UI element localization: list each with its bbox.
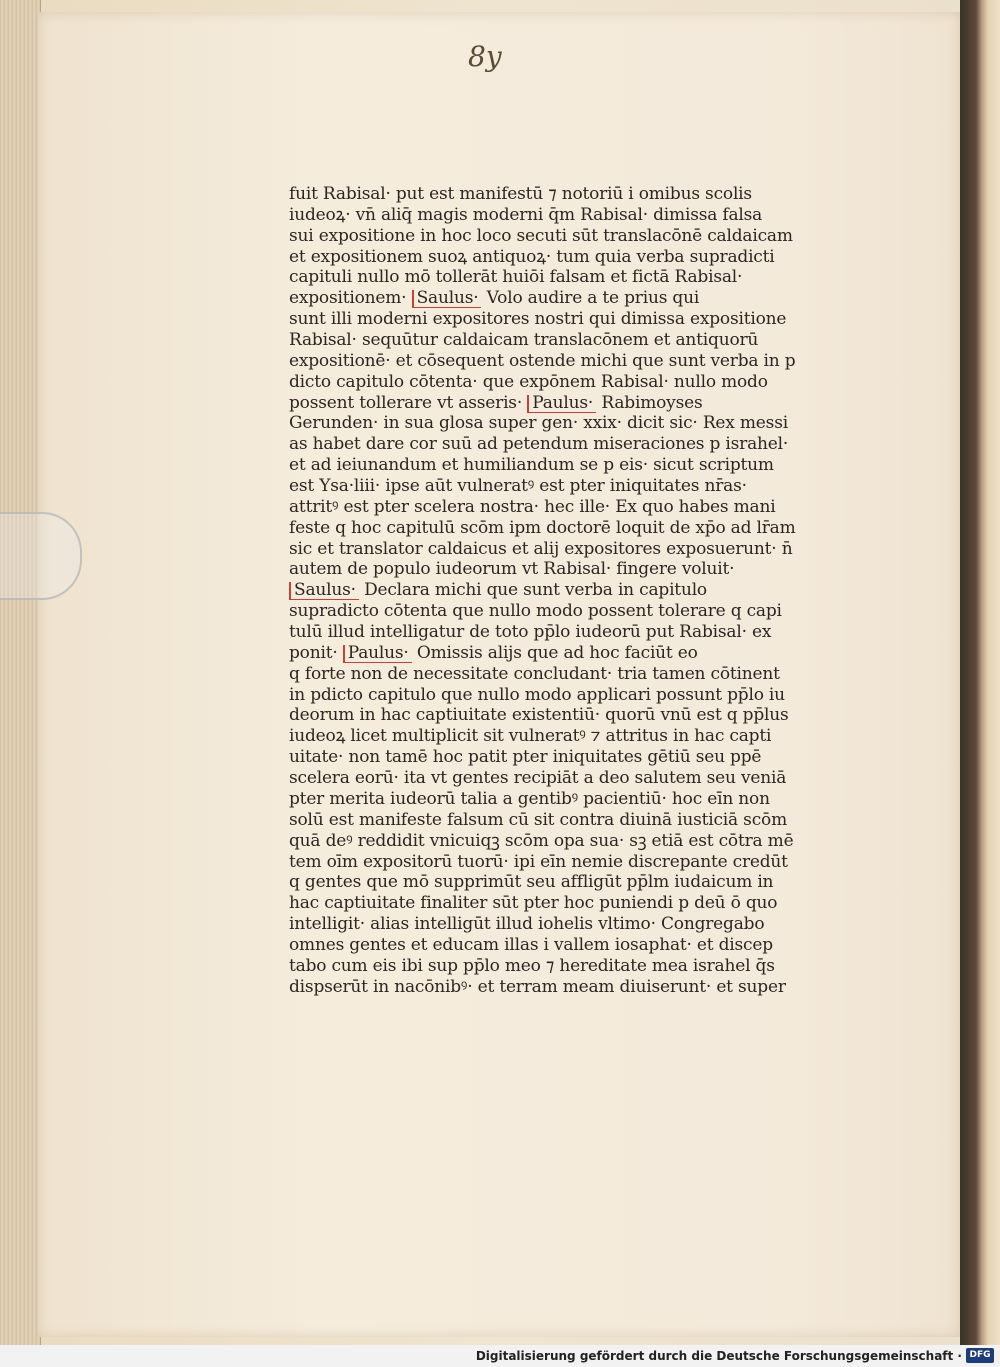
text-line: [289, 539, 809, 560]
text-segment: Volo audire a te prius qui: [486, 288, 700, 309]
text-line: [289, 267, 809, 288]
text-segment: expositionē· et cōsequent ostende michi que sunt verba in p: [289, 350, 796, 371]
text-line: [289, 351, 809, 372]
text-line: [289, 393, 809, 414]
text-line: [289, 726, 809, 747]
text-segment: iudeoꝝ licet multiplicit sit vulneratꝰ ⁊ attritus in hac capti: [289, 726, 772, 747]
text-line: [289, 664, 809, 685]
text-line: [289, 622, 809, 643]
text-segment: tem oīm expositorū tuorū· ipi eīn nemie discrepante credūt: [289, 851, 788, 872]
text-segment: solū est manifeste falsum cū sit contra diuinā iusticiā scōm: [289, 809, 787, 830]
text-line: [289, 705, 809, 726]
text-segment: tabo cum eis ibi sup pp̄lo meo ⁊ hereditate mea israhel q̄s: [289, 955, 775, 976]
text-segment: attritꝰ est pter scelera nostra· hec ille· Ex quo habes mani: [289, 496, 776, 517]
text-segment: uitate· non tamē hoc patit pter iniquitates gētiū seu ppē: [289, 747, 762, 768]
text-line: [289, 893, 809, 914]
text-segment: Declara michi que sunt verba in capitulo: [364, 580, 707, 601]
text-line: [289, 685, 809, 706]
text-line: [289, 247, 809, 268]
text-segment: quā deꝰ reddidit vnicuiqꝫ scōm opa sua· sꝫ etiā est cōtra mē: [289, 830, 794, 851]
text-segment: fuit Rabisal· put est manifestū ⁊ notoriū i omibus scolis: [289, 184, 752, 204]
text-segment: expositionem·: [289, 288, 407, 309]
text-line: [289, 476, 809, 497]
text-segment: pter merita iudeorū talia a gentibꝰ pacientiū· hoc eīn non: [289, 788, 770, 809]
text-segment: sic et translator caldaicus et alij expositores exposuerunt· n̄: [289, 538, 793, 559]
text-segment: Rabimoyses: [601, 392, 703, 413]
text-segment: feste q hoc capitulū scōm ipm doctorē loquit de xp̄o ad lr̄am: [289, 517, 796, 538]
page-edges: [0, 0, 41, 1345]
text-segment: iudeoꝝ· vn̄ aliq̄ magis moderni q̄m Rabisal· dimissa falsa: [289, 204, 763, 225]
text-segment: dispserūt in nacōnibꝰ· et terram meam diuiserunt· et super: [289, 976, 786, 997]
text-line: [289, 288, 809, 309]
gutter-shadow: [960, 0, 1000, 1345]
text-segment: deorum in hac captiuitate existentiū· quorū vnū est q pp̄lus: [289, 705, 789, 726]
text-line: [289, 497, 809, 518]
text-segment: Rabisal· sequūtur caldaicam translacōnem et antiquorū: [289, 330, 759, 351]
text-segment: et ad ieiunandum et humiliandum se p eis· sicut scriptum: [289, 455, 774, 476]
folio-number: 8y: [468, 40, 502, 73]
funding-credit: Digitalisierung gefördert durch die Deutsche Forschungsgemeinschaft ·: [475, 1349, 962, 1363]
text-line: [289, 956, 809, 977]
speaker-label: Paulus·: [343, 645, 412, 663]
speaker-label: Saulus·: [412, 290, 482, 308]
text-segment: capituli nullo mō tollerāt huiōi falsam et fictā Rabisal·: [289, 267, 743, 288]
text-line: [289, 184, 809, 205]
text-segment: et expositionem suoꝝ antiquoꝝ· tum quia verba supradicti: [289, 246, 775, 267]
text-segment: q forte non de necessitate concludant· tria tamen cōtinent: [289, 663, 780, 684]
text-line: [289, 518, 809, 539]
text-segment: Omissis alijs que ad hoc faciūt eo: [416, 642, 698, 663]
page-clip: [0, 512, 82, 600]
text-segment: omnes gentes et educam illas i vallem iosaphat· et discep: [289, 934, 773, 955]
dfg-logo[interactable]: DFG: [966, 1348, 994, 1363]
text-line: [289, 413, 809, 434]
text-line: [289, 789, 809, 810]
text-segment: sunt illi moderni expositores nostri qui dimissa expositione: [289, 309, 787, 330]
text-line: [289, 559, 809, 580]
text-segment: scelera eorū· ita vt gentes recipiāt a deo salutem seu veniā: [289, 768, 787, 789]
text-segment: possent tollerare vt asseris·: [289, 392, 523, 413]
text-line: [289, 977, 809, 998]
text-line: [289, 601, 809, 622]
text-line: [289, 768, 809, 789]
text-segment: autem de populo iudeorum vt Rabisal· fingere voluit·: [289, 559, 735, 580]
text-segment: q gentes que mō supprimūt seu affligūt pp̄lm iudaicum in: [289, 872, 774, 893]
text-line: [289, 205, 809, 226]
footer-bar: [0, 1345, 1000, 1367]
text-line: [289, 872, 809, 893]
text-line: [289, 372, 809, 393]
text-segment: Gerunden· in sua glosa super gen· xxix· dicit sic· Rex messi: [289, 413, 788, 434]
text-segment: in pdicto capitulo que nullo modo applicari possunt pp̄lo iu: [289, 684, 785, 705]
text-column: [289, 184, 809, 998]
text-line: [289, 580, 809, 601]
text-segment: est Ysa·liii· ipse aūt vulneratꝰ est pter iniquitates nr̄as·: [289, 476, 747, 497]
text-line: [289, 330, 809, 351]
text-segment: sui expositione in hoc loco secuti sūt translacōnē caldaicam: [289, 225, 793, 246]
text-segment: intelligit· alias intelligūt illud iohelis vltimo· Congregabo: [289, 914, 765, 935]
text-segment: as habet dare cor suū ad petendum miseraciones p israhel·: [289, 434, 789, 455]
speaker-label: Saulus·: [289, 582, 359, 600]
text-segment: dicto capitulo cōtenta· que expōnem Rabisal· nullo modo: [289, 371, 768, 392]
text-line: [289, 914, 809, 935]
text-line: [289, 935, 809, 956]
text-line: [289, 309, 809, 330]
text-segment: supradicto cōtenta que nullo modo possent tolerare q capi: [289, 601, 782, 622]
text-segment: hac captiuitate finaliter sūt pter hoc puniendi p deū ō quo: [289, 893, 778, 914]
text-line: [289, 747, 809, 768]
text-line: [289, 643, 809, 664]
text-line: [289, 434, 809, 455]
text-segment: tulū illud intelligatur de toto pp̄lo iudeorū put Rabisal· ex: [289, 622, 772, 643]
text-line: [289, 455, 809, 476]
text-line: [289, 226, 809, 247]
text-line: [289, 831, 809, 852]
text-segment: ponit·: [289, 642, 338, 663]
speaker-label: Paulus·: [527, 395, 596, 413]
text-line: [289, 852, 809, 873]
text-line: [289, 810, 809, 831]
